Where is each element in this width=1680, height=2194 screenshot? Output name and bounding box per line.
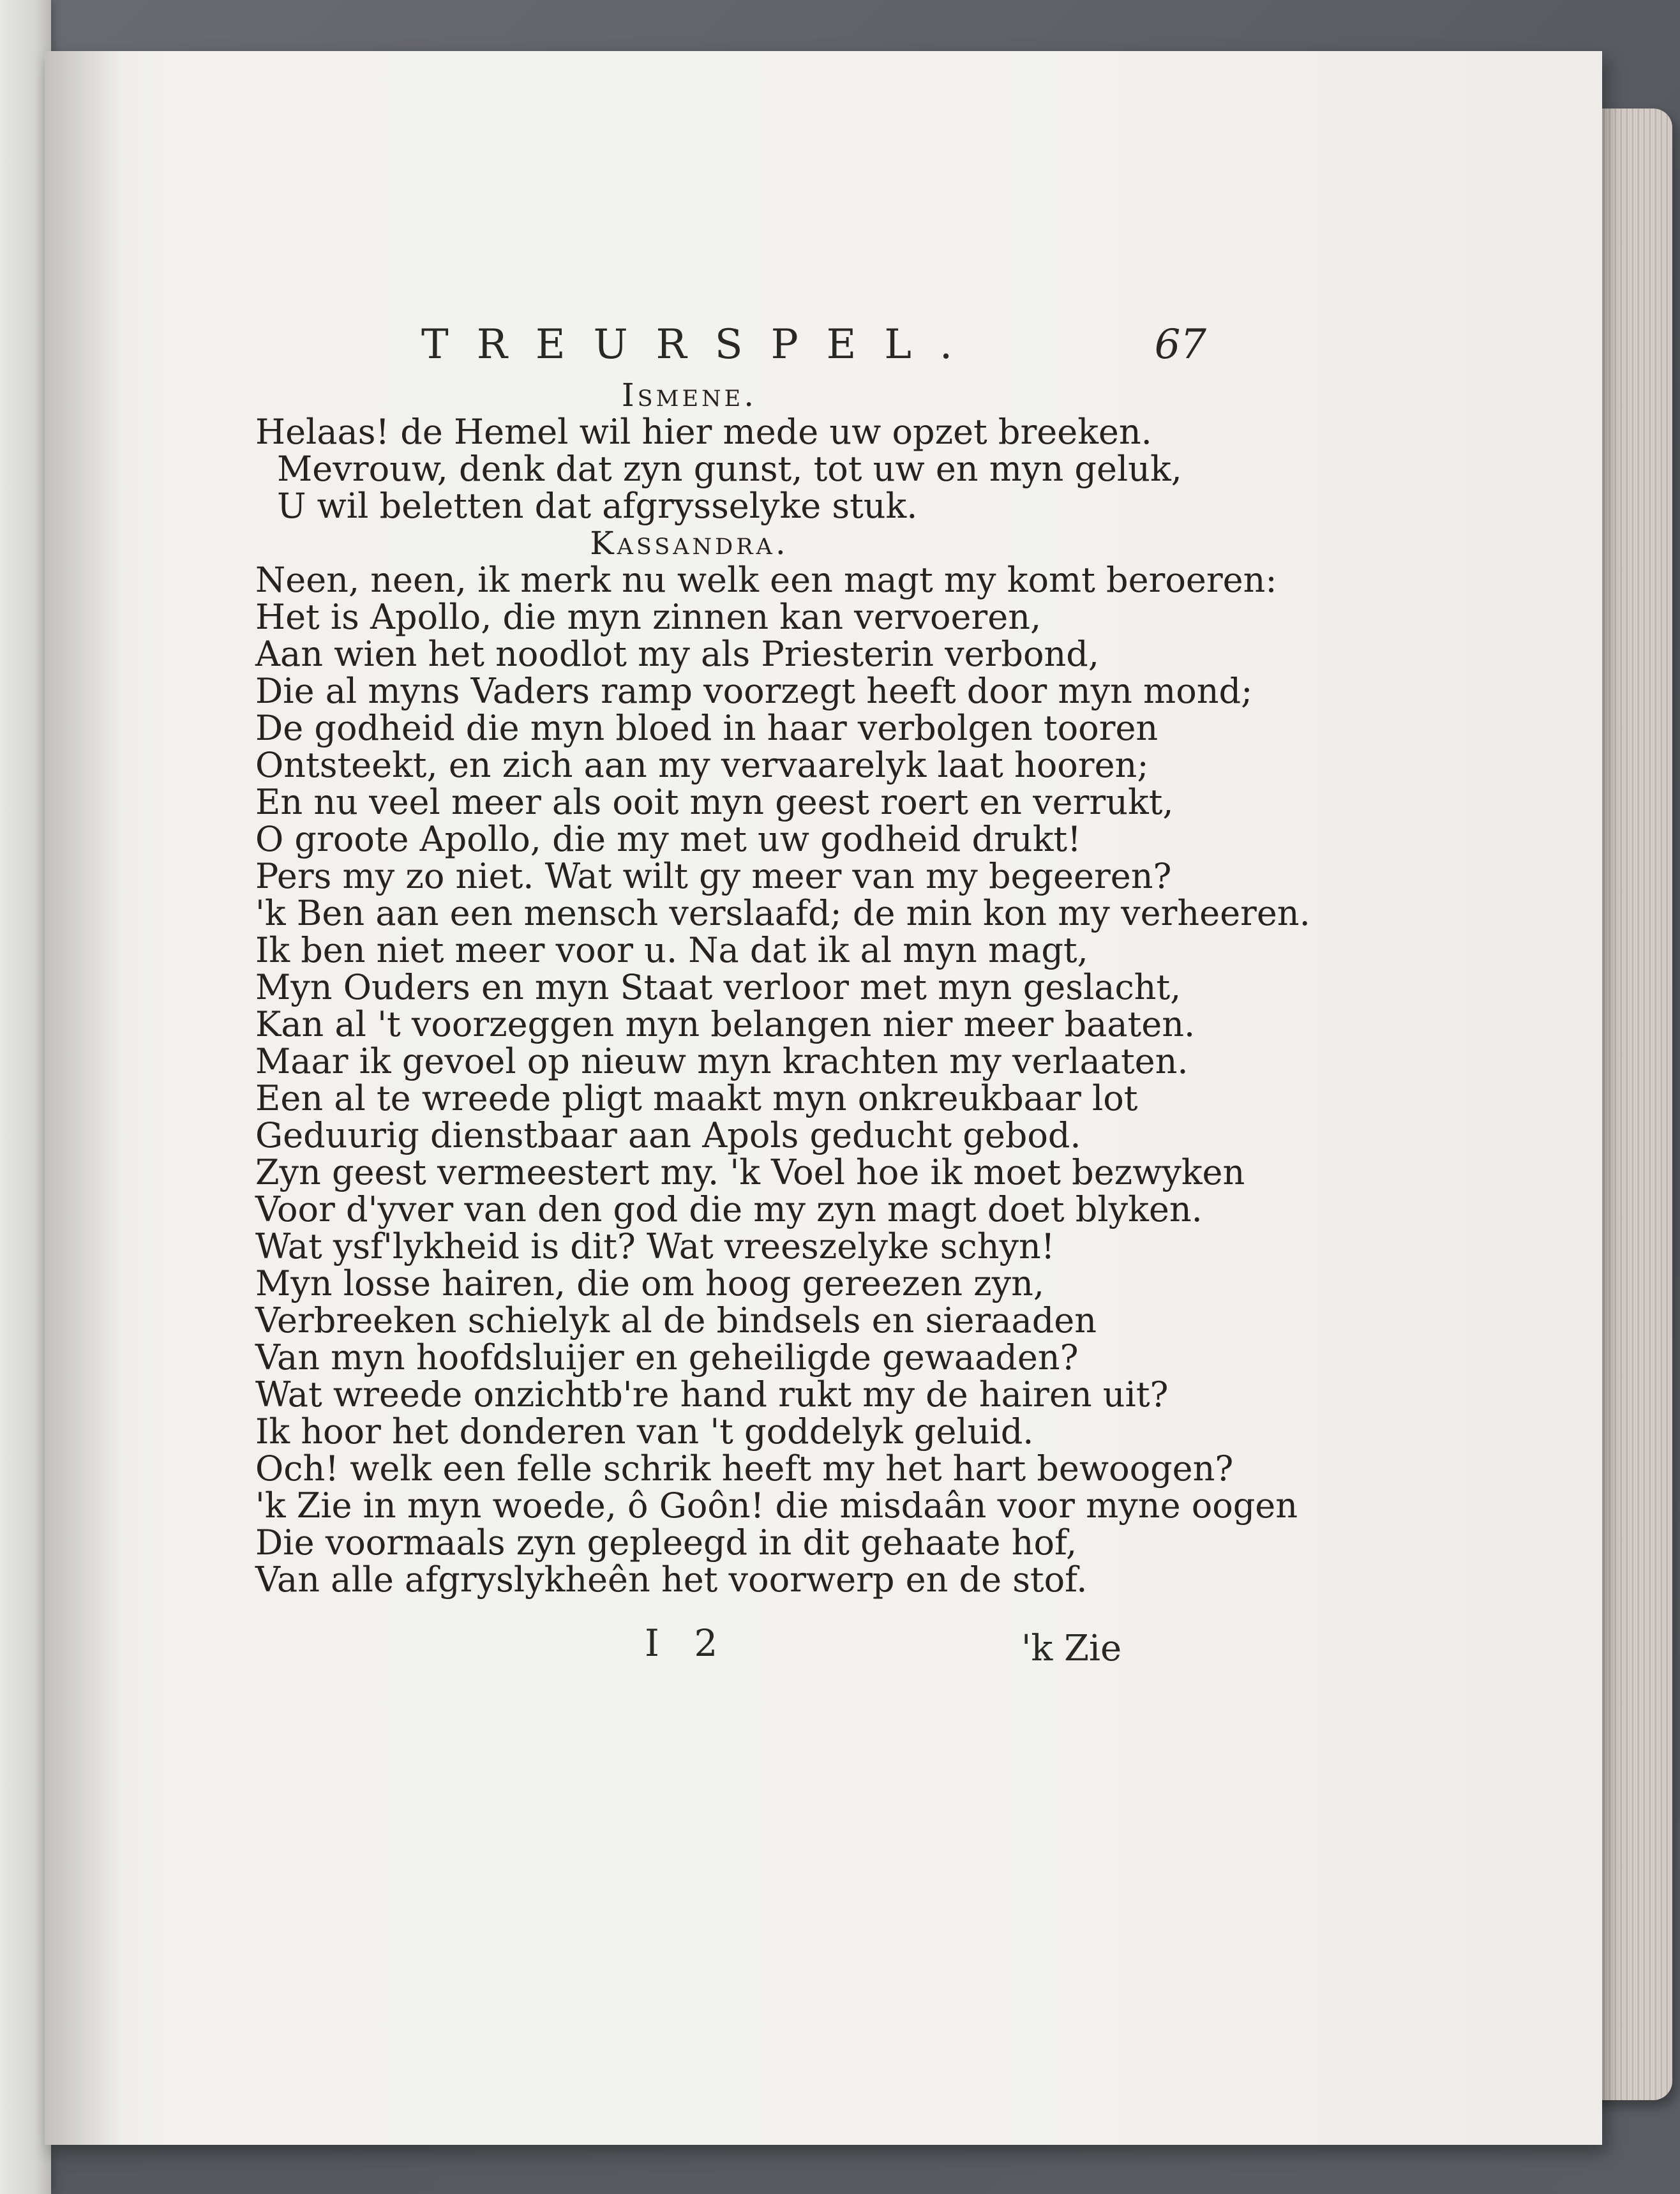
verse-line: Die voormaals zyn gepleegd in dit gehaate hof,: [255, 1522, 1077, 1563]
verse-line: Neen, neen, ik merk nu welk een magt my komt beroeren:: [255, 560, 1277, 600]
speaker-name: Ismene.: [621, 377, 758, 414]
verse-line: Voor d'yver van den god die my zyn magt doet blyken.: [255, 1189, 1203, 1229]
facing-page-edge: [0, 0, 51, 2194]
verse-line: Pers my zo niet. Wat wilt gy meer van my begeeren?: [255, 856, 1172, 896]
verse-line: Een al te wreede pligt maakt myn onkreukbaar lot: [255, 1078, 1138, 1118]
speaker-name: Kassandra.: [590, 525, 789, 562]
catchword: 'k Zie: [1021, 1628, 1122, 1669]
gutter-shadow: [45, 51, 121, 2145]
verse-line: Verbreeken schielyk al de bindsels en sieraaden: [255, 1300, 1097, 1341]
verse-line: Wat ysf'lykheid is dit? Wat vreeszelyke schyn!: [255, 1226, 1055, 1266]
signature-mark: I 2: [645, 1621, 730, 1665]
verse-line: Mevrouw, denk dat zyn gunst, tot uw en myn geluk,: [277, 449, 1182, 489]
verse-line: Kan al 't voorzeggen myn belangen nier meer baaten.: [255, 1004, 1196, 1044]
verse-line: Myn Ouders en myn Staat verloor met myn geslacht,: [255, 967, 1181, 1007]
verse-line: 'k Ben aan een mensch verslaafd; de min kon my verheeren.: [255, 893, 1310, 933]
running-title: TREURSPEL.: [421, 321, 981, 368]
verse-line: De godheid die myn bloed in haar verbolgen tooren: [255, 708, 1159, 748]
verse-line: Helaas! de Hemel wil hier mede uw opzet breeken.: [255, 412, 1152, 452]
verse-line: Ik ben niet meer voor u. Na dat ik al myn magt,: [255, 930, 1088, 970]
verse-line: Myn losse hairen, die om hoog gereezen zyn,: [255, 1263, 1045, 1304]
page-number: 67: [1154, 321, 1206, 368]
verse-line: Geduurig dienstbaar aan Apols geducht gebod.: [255, 1115, 1081, 1155]
verse-line: Och! welk een felle schrik heeft my het hart bewoogen?: [255, 1448, 1234, 1489]
verse-line: Zyn geest vermeestert my. 'k Voel hoe ik moet bezwyken: [255, 1152, 1245, 1192]
verse-line: En nu veel meer als ooit myn geest roert en verrukt,: [255, 782, 1174, 822]
verse-text-block: [255, 377, 1310, 1600]
verse-line: Van myn hoofdsluijer en geheiligde gewaaden?: [255, 1337, 1079, 1378]
page-header: [421, 306, 1206, 383]
verse-line: 'k Zie in myn woede, ô Goôn! die misdaân voor myne oogen: [255, 1485, 1298, 1526]
verse-line: Van alle afgryslykheên het voorwerp en de stof.: [255, 1559, 1088, 1600]
verse-line: Aan wien het noodlot my als Priesterin verbond,: [255, 634, 1099, 674]
verse-line: O groote Apollo, die my met uw godheid drukt!: [255, 819, 1081, 859]
verse-line: Ontsteekt, en zich aan my vervaarelyk laat hooren;: [255, 745, 1149, 785]
verse-line: Maar ik gevoel op nieuw myn krachten my verlaaten.: [255, 1041, 1189, 1081]
verse-line: Die al myns Vaders ramp voorzegt heeft door myn mond;: [255, 671, 1253, 711]
verse-line: Het is Apollo, die myn zinnen kan vervoeren,: [255, 597, 1042, 637]
verse-line: Wat wreede onzichtb're hand rukt my de hairen uit?: [255, 1374, 1169, 1415]
verse-line: Ik hoor het donderen van 't goddelyk geluid.: [255, 1411, 1034, 1452]
verse-line: U wil beletten dat afgrysselyke stuk.: [277, 486, 918, 526]
